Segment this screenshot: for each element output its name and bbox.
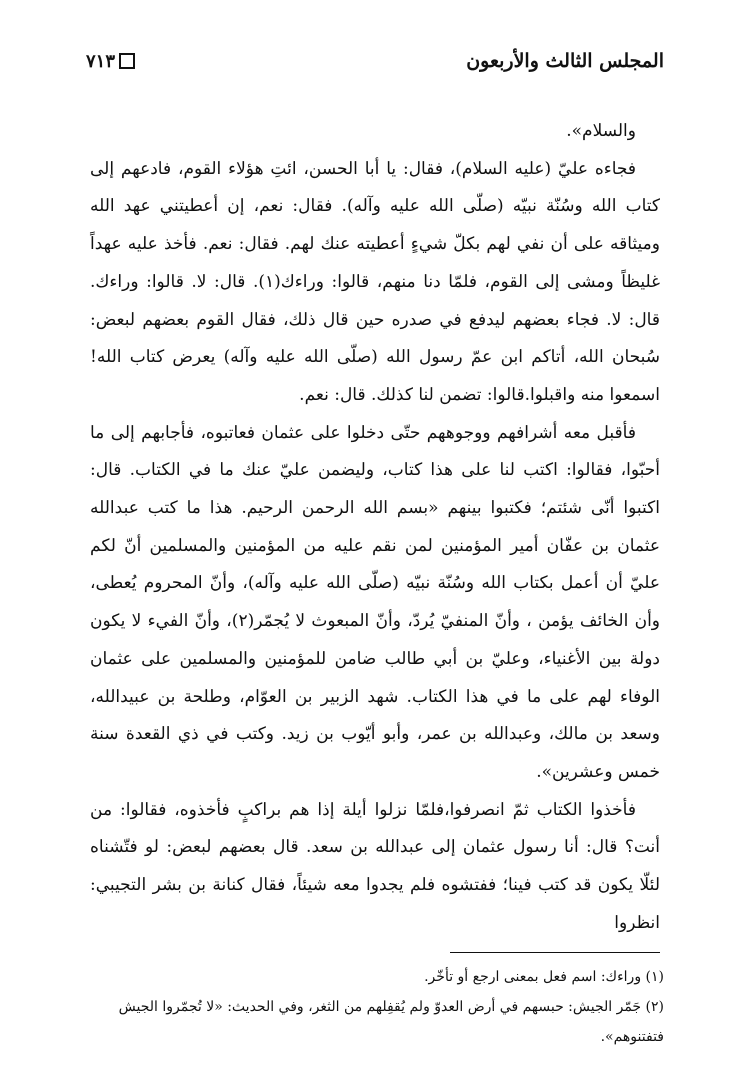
body-text — [90, 113, 660, 942]
footnotes — [90, 962, 664, 1052]
paragraph: والسلام». — [566, 121, 636, 141]
footnote: (٢) جَمّر الجيش: حبسهم في أرض العدوّ ولم يُقفِلهم من الثغر، وفي الحديث: «لا تُجمّروا الجيش فتفتنوهم». — [118, 999, 664, 1045]
paragraph: فأخذوا الكتاب ثمّ انصرفوا،فلمّا نزلوا أيلة إذا هم براكبٍ فأخذوه، فقالوا: من أنت؟ قال: أنا رسول عثمان إلى عبدالله بن سعد. قال بعضهم لبعض: لو فتّشناه لئلّا يكون قد كتب فينا؛ ففتشوه فلم يجدوا معه شيئاً، فقال كنانة بن بشر التجيبي: انظروا — [90, 799, 660, 933]
page-number-block — [86, 51, 135, 72]
square-marker-icon — [119, 53, 135, 69]
page-header — [86, 44, 664, 78]
paragraph: فأقبل معه أشرافهم ووجوههم حتّى دخلوا على عثمان فعاتبوه، فأجابهم إلى ما أحبّوا، فقالوا: اكتب لنا على هذا كتاب، وليضمن عليّ عنك ما في الكتاب. قال: اكتبوا أنّى شئتم؛ فكتبوا بينهم «بسم الله الرحمن الرحيم. هذا ما كتب عبدالله عثمان بن عفّان أمير المؤمنين لمن نقم عليه من المؤمنين والمسلمين أنّ لكم عليّ أن أعمل بكتاب الله وسُنّة نبيّه (صلّى الله عليه وآله)، وأنّ المحروم يُعطى، وأن الخائف يؤمن ، وأنّ المنفيّ يُردّ، وأنّ المبعوث لا يُجمّر(٢)، وأنّ الفيء لا يكون دولة بين الأغنياء، وعليّ بن أبي طالب ضامن للمؤمنين والمسلمين على عثمان الوفاء لهم على ما في هذا الكتاب. شهد الزبير بن العوّام، وطلحة بن عبيدالله، وسعد بن مالك، وعبدالله بن عمر، وأبو أيّوب بن زيد. وكتب في ذي القعدة سنة خمس وعشرين». — [90, 422, 661, 782]
page-number: ٧١٣ — [86, 50, 116, 72]
footnote-separator — [450, 952, 660, 953]
paragraph: فجاءه عليّ (عليه السلام)، فقال: يا أبا الحسن، ائتِ هؤلاء القوم، فادعهم إلى كتاب الله وسُنّة نبيّه (صلّى الله عليه وآله). فقال: نعم، إن أعطيتني عهد الله وميثاقه على أن نفي لهم بكلّ شيءٍ أعطيته عنك لهم. فقال: نعم. فأخذ عليه عهداً غليظاً ومشى إلى القوم، فلمّا دنا منهم، قالوا: وراءك(١). قال: لا. قالوا: وراءك. قال: لا. فجاء بعضهم ليدفع في صدره حين قال ذلك، فقال القوم بعضهم لبعض: سُبحان الله، أتاكم ابن عمّ رسول الله (صلّى الله عليه وآله) يعرض كتاب الله! اسمعوا منه واقبلوا.قالوا: تضمن لنا كذلك. قال: نعم. — [90, 158, 661, 405]
footnote: (١) وراءك: اسم فعل بمعنى ارجع أو تأخّر. — [424, 969, 664, 985]
running-title: المجلس الثالث والأربعون — [466, 50, 664, 72]
